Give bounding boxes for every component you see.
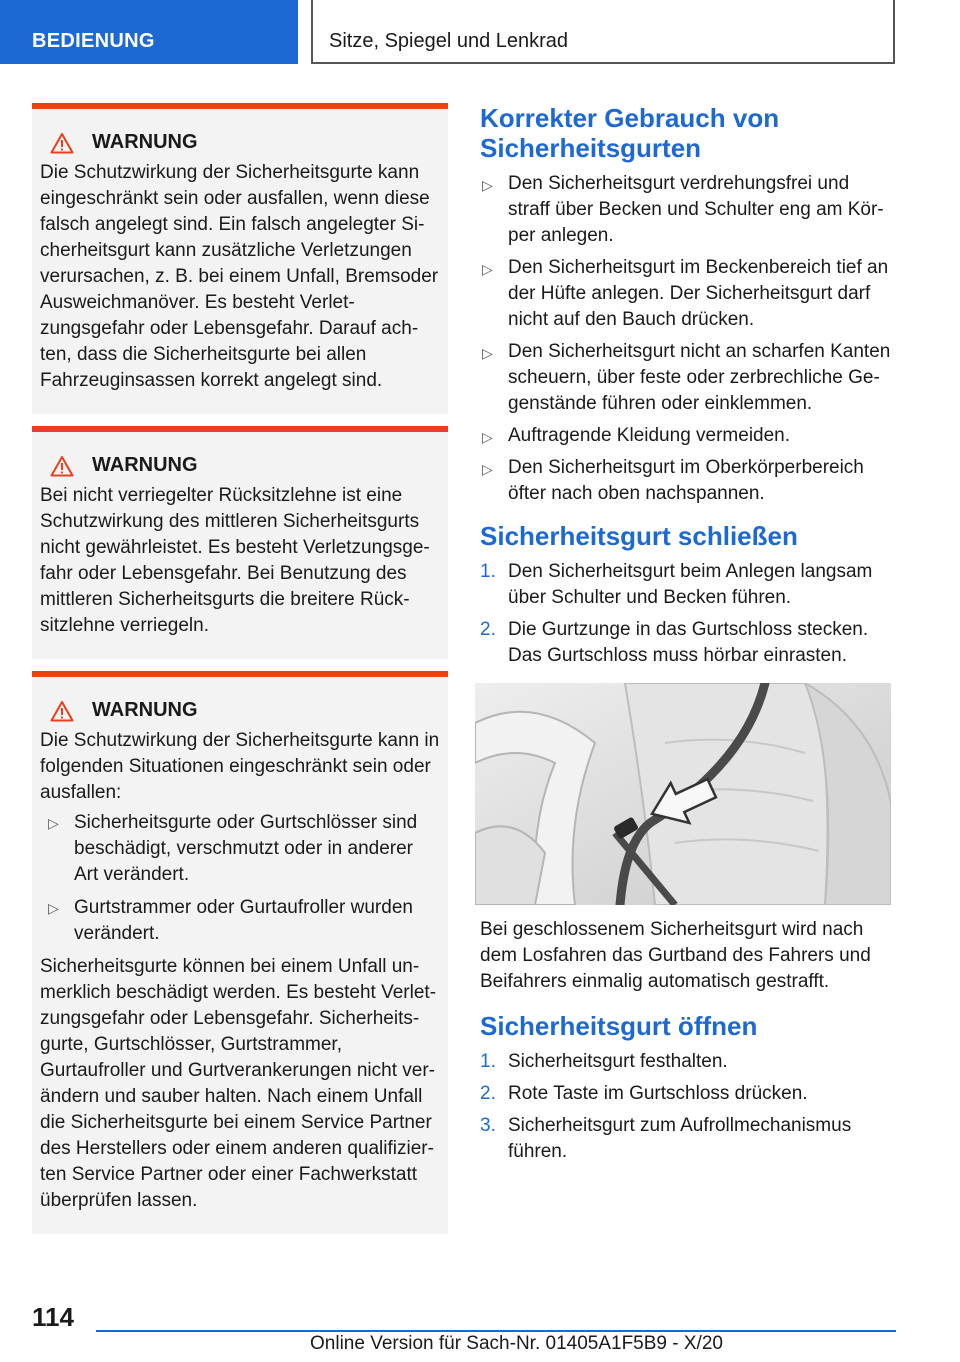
list-item (480, 423, 896, 449)
warning-heading (40, 454, 440, 477)
warning-title: WARNUNG (92, 131, 198, 153)
step-item (480, 617, 896, 669)
seat-illustration-graphic (475, 683, 891, 905)
list-item-text: Sicherheitsgurte oder Gurtschlösser sind beschädigt, verschmutzt oder in anderer Art verändert. (74, 812, 418, 885)
step-item (480, 1049, 896, 1075)
triangle-right-outline-icon: ▷ (482, 429, 493, 445)
warning-heading (40, 131, 440, 154)
page-number: 114 (32, 1302, 74, 1332)
heading-fasten-belt: Sicherheitsgurt schließen (480, 521, 798, 551)
warning-text: Bei nicht verriegelter Rücksitzlehne ist eine Schutzwirkung des mittleren Sicherheitsgurts nicht gewährleistet. Es besteht Verletzungsgefahr oder Lebensgefahr. Bei Benutzung des mittleren Sicherheitsgurts die breitere Rücksitzlehne verriegeln. (40, 485, 430, 636)
seatbelt-buckle-illustration (475, 683, 891, 905)
open-steps (480, 1049, 896, 1165)
warning-box-3 (32, 671, 448, 1234)
step-text: Rote Taste im Gurtschloss drücken. (508, 1083, 808, 1104)
step-text: Die Gurtzunge in das Gurtschloss stecken. Das Gurtschloss muss hörbar einrasten. (508, 619, 869, 666)
warning-triangle-icon (50, 132, 74, 154)
step-item (480, 1113, 896, 1165)
list-item (480, 171, 896, 249)
right-column (480, 103, 896, 1179)
list-item-text: Gurtstrammer oder Gurtaufroller wurden verändert. (74, 897, 413, 944)
section-title: BEDIENUNG (32, 30, 155, 52)
warning-text: Die Schutzwirkung der Sicherheitsgurte kann eingeschränkt sein oder ausfallen, wenn diese falsch angelegt sind. Ein falsch angelegter Sicherheitsgurt kann zusätzliche Verletzungen verursachen, z. B. bei einem Unfall, Bremsoder Ausweichmanöver. Es besteht Verletzungsgefahr oder Lebensgefahr. Darauf achten, dass die Sicherheitsgurte bei allen Fahrzeuginsassen korrekt angelegt sind. (40, 162, 439, 391)
triangle-right-outline-icon: ▷ (48, 900, 59, 916)
footer-divider (96, 1330, 896, 1332)
triangle-right-outline-icon: ▷ (48, 815, 59, 831)
step-item (480, 559, 896, 611)
list-item (40, 895, 440, 947)
step-number: 3. (480, 1115, 496, 1136)
warning-title: WARNUNG (92, 699, 198, 721)
footer-version: Online Version für Sach-Nr. 01405A1F5B9 - X/20 (310, 1333, 723, 1354)
auto-tension-note: Bei geschlossenem Sicherheitsgurt wird nach dem Losfahren das Gurtband des Fahrers und Beifahrers einmalig automatisch gestrafft. (480, 919, 871, 992)
step-text: Den Sicherheitsgurt beim Anlegen langsam über Schulter und Becken führen. (508, 561, 873, 608)
heading-open-belt: Sicherheitsgurt öffnen (480, 1011, 758, 1041)
step-number: 1. (480, 561, 496, 582)
fasten-steps (480, 559, 896, 669)
list-item-text: Auftragende Kleidung vermeiden. (508, 425, 791, 446)
heading-correct-usage: Korrekter Gebrauch von Sicherheitsgurten (480, 103, 780, 163)
step-number: 2. (480, 1083, 496, 1104)
list-item-text: Den Sicherheitsgurt im Oberkörperbereich öfter nach oben nachspannen. (508, 457, 864, 504)
step-text: Sicherheitsgurt zum Aufrollmechanismus führen. (508, 1115, 852, 1162)
warning-intro: Die Schutzwirkung der Sicherheitsgurte kann in folgenden Situationen eingeschränkt sein oder ausfallen: (40, 730, 440, 803)
warning-triangle-icon (50, 455, 74, 477)
section-tab (0, 0, 298, 64)
list-item-text: Den Sicherheitsgurt nicht an scharfen Kanten scheuern, über feste oder zerbrechliche Gegenstände führen oder einklemmen. (508, 341, 891, 414)
triangle-right-outline-icon: ▷ (482, 261, 493, 277)
left-column (32, 103, 448, 1246)
chapter-title: Sitze, Spiegel und Lenkrad (329, 30, 569, 52)
triangle-right-outline-icon: ▷ (482, 177, 493, 193)
triangle-right-outline-icon: ▷ (482, 345, 493, 361)
warning-box-2 (32, 426, 448, 659)
list-item-text: Den Sicherheitsgurt verdrehungsfrei und straff über Becken und Schulter eng am Körper anlegen. (508, 173, 884, 246)
list-item (480, 455, 896, 507)
triangle-right-outline-icon: ▷ (482, 461, 493, 477)
warning-heading (40, 699, 440, 722)
warning-title: WARNUNG (92, 454, 198, 476)
warning-triangle-icon (50, 700, 74, 722)
warning-list (40, 810, 440, 947)
list-item (480, 339, 896, 417)
warning-outro: Sicherheitsgurte können bei einem Unfall unmerklich beschädigt werden. Es besteht Verletzungsgefahr oder Lebensgefahr. Sicherheitsgurte, Gurtschlösser, Gurtstrammer, Gurtaufroller und Gurtverankerungen nicht verändern und sauber halten. Nach einem Unfall die Sicherheitsgurte bei einem Service Partner des Herstellers oder einem anderen qualifizierten Service Partner oder einer Fachwerkstatt überprüfen lassen. (40, 956, 437, 1211)
step-text: Sicherheitsgurt festhalten. (508, 1051, 728, 1072)
step-number: 1. (480, 1051, 496, 1072)
list-item (480, 255, 896, 333)
usage-list (480, 171, 896, 507)
warning-box-1 (32, 103, 448, 414)
chapter-header (311, 0, 895, 64)
step-number: 2. (480, 619, 496, 640)
list-item (40, 810, 440, 888)
list-item-text: Den Sicherheitsgurt im Beckenbereich tief an der Hüfte anlegen. Der Sicherheitsgurt darf nicht auf den Bauch drücken. (508, 257, 889, 330)
step-item (480, 1081, 896, 1107)
